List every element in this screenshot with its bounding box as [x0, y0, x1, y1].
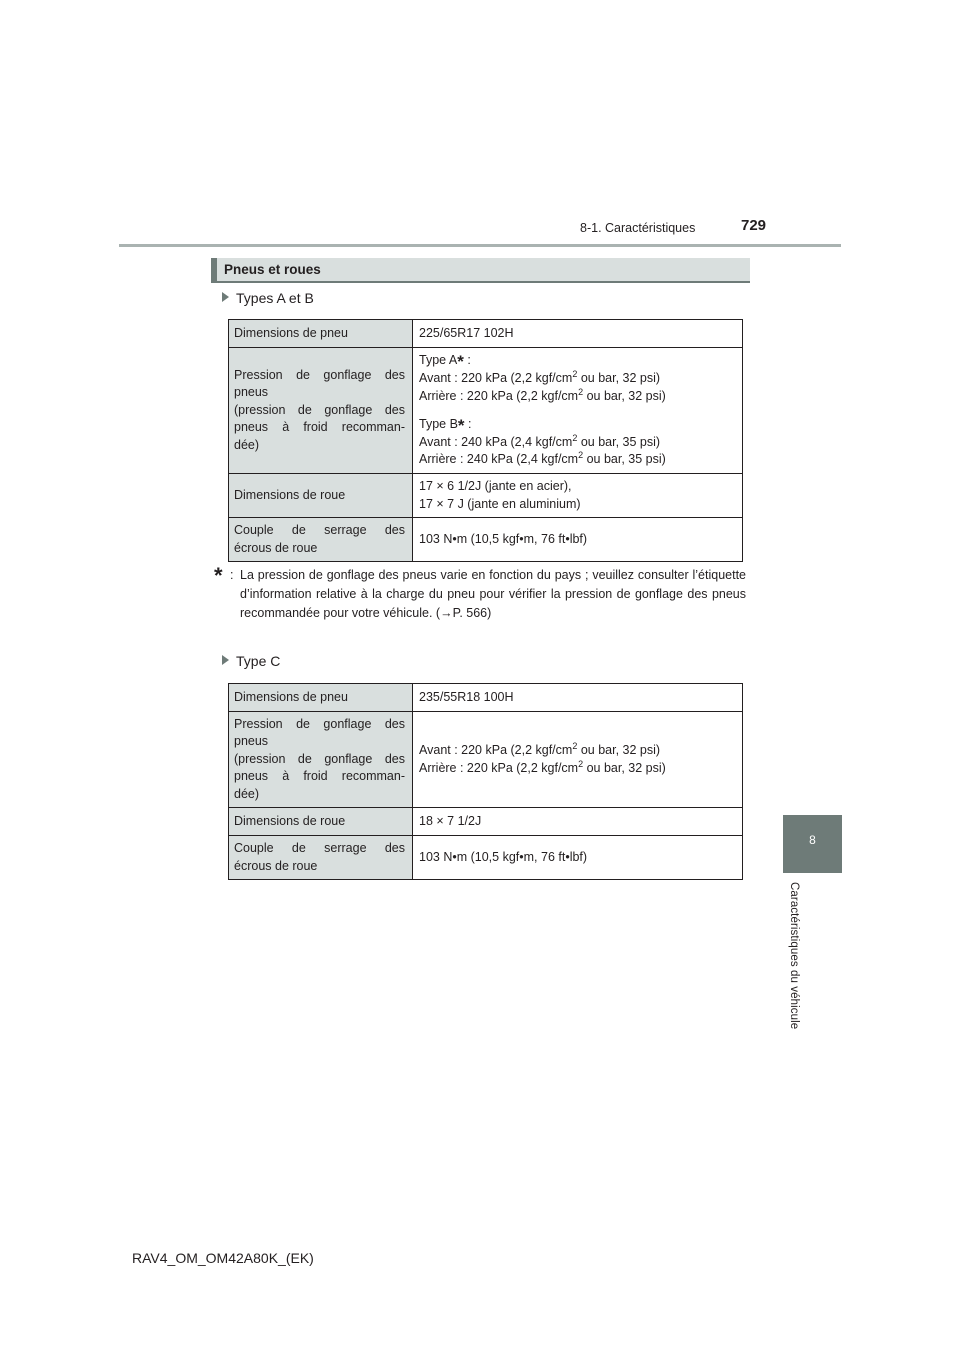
table-row: [229, 320, 743, 348]
row-label: Couple de serrage des écrous de roue: [229, 518, 413, 562]
section-heading-accent: [211, 258, 217, 281]
row-label: Pression de gonflage des pneus (pression de gonflage des pneus à froid recomman- dée): [229, 712, 413, 808]
table-row: [229, 348, 743, 474]
table-row: [229, 684, 743, 712]
table-row: [229, 712, 743, 808]
row-value: 18 × 7 1/2J: [413, 808, 743, 836]
row-label: Couple de serrage des écrous de roue: [229, 836, 413, 880]
table-row: [229, 836, 743, 880]
header-section-title: 8-1. Caractéristiques: [580, 221, 696, 235]
section-heading: [211, 258, 750, 283]
type-b-front: Avant : 240 kPa (2,4 kgf/$cm^2$ ou bar, 35 psi): [419, 432, 661, 449]
row-value: 17 × 6 1/2J (jante en acier), 17 × 7 J (jante en aluminium): [413, 474, 743, 518]
footnote: [214, 563, 746, 623]
header-rule: [119, 244, 841, 247]
front-pressure: Avant : 220 kPa (2,2 kgf/$cm^2$ ou bar, 32 psi): [419, 740, 661, 757]
asterisk-icon: *: [457, 415, 465, 435]
spec-table-type-c: [228, 683, 743, 880]
row-value: 103 N•m (10,5 kgf•m, 76 ft•lbf): [413, 836, 743, 880]
row-value: 235/55R18 100H: [413, 684, 743, 712]
subhead-types-a-b: [222, 290, 314, 306]
type-a-front: Avant : 220 kPa (2,2 kgf/$cm^2$ ou bar, 32 psi): [419, 369, 661, 386]
row-value: [413, 348, 743, 474]
row-value: [413, 712, 743, 808]
type-b-heading: Type B* :: [419, 415, 472, 435]
asterisk-icon: *: [457, 352, 464, 372]
row-label: Dimensions de roue: [229, 808, 413, 836]
row-value: 225/65R17 102H: [413, 320, 743, 348]
row-label: Dimensions de roue: [229, 474, 413, 518]
chapter-tab-number: 8: [809, 833, 816, 847]
subhead-type-c: [222, 653, 280, 669]
table-row: [229, 474, 743, 518]
table-row: [229, 518, 743, 562]
row-label: Pression de gonflage des pneus (pression de gonflage des pneus à froid recomman- dée): [229, 348, 413, 474]
arrow-right-icon: [222, 655, 229, 665]
table-row: [229, 808, 743, 836]
row-label: Dimensions de pneu: [229, 684, 413, 712]
arrow-right-icon: [222, 292, 229, 302]
footnote-colon: :: [230, 568, 234, 582]
chapter-tab: [783, 815, 842, 873]
type-a-rear: Arrière : 220 kPa (2,2 kgf/$cm^2$ ou bar, 32 psi): [419, 386, 666, 403]
document-code: RAV4_OM_OM42A80K_(EK): [132, 1250, 314, 1266]
section-title: Pneus et roues: [224, 262, 321, 277]
footnote-text: La pression de gonflage des pneus varie en fonction du pays ; veuillez consulter l’étiquette d’information relative à la charge du pneu pour vérifier la pression de gonflage des pneus recommandée pour votre véhicule. (→P. 566): [240, 568, 746, 620]
row-label: Dimensions de pneu: [229, 320, 413, 348]
subhead-label: Type C: [236, 653, 281, 669]
chapter-side-label: Caractéristiques du véhicule: [788, 882, 800, 1030]
spec-table-types-a-b: [228, 319, 743, 562]
footnote-marker: *: [214, 563, 223, 588]
type-b-rear: Arrière : 240 kPa (2,4 kgf/$cm^2$ ou bar, 35 psi): [419, 450, 666, 467]
rear-pressure: Arrière : 220 kPa (2,2 kgf/$cm^2$ ou bar, 32 psi): [419, 758, 666, 775]
page-number: 729: [741, 217, 767, 234]
row-value: 103 N•m (10,5 kgf•m, 76 ft•lbf): [413, 518, 743, 562]
type-a-heading: Type A* :: [419, 352, 471, 372]
subhead-label: Types A et B: [236, 290, 314, 306]
